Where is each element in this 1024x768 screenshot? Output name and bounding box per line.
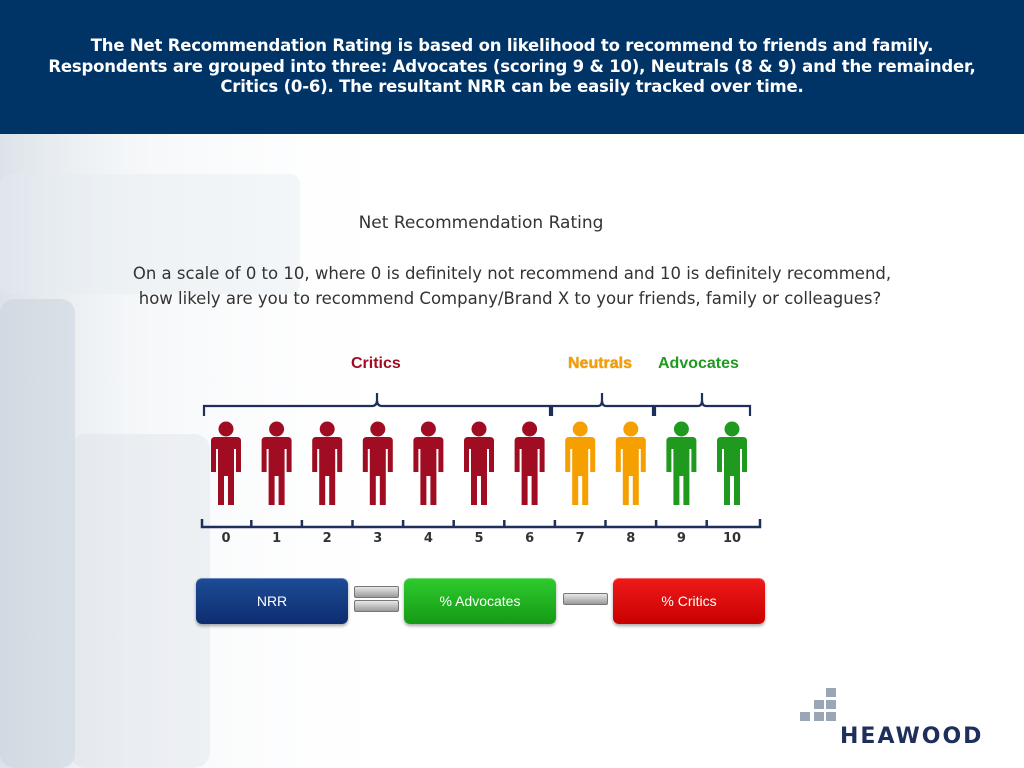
person-icon-critic (515, 422, 545, 506)
header-line-2: Respondents are grouped into three: Advocates (scoring 9 & 10), Neutrals (8 & 9) and the remainder, (48, 56, 976, 76)
person-icon-critic (464, 422, 494, 506)
scale-label: 0 (221, 531, 231, 546)
person-icon-critic (262, 422, 292, 506)
advocates-label: Advocates (658, 355, 739, 372)
neutrals-brace (552, 393, 653, 416)
scale-label: 10 (722, 531, 742, 546)
person-icon-neutral (616, 422, 646, 506)
advocates-brace (655, 393, 750, 416)
scale-label: 9 (676, 531, 686, 546)
scale-label: 1 (272, 531, 282, 546)
neutrals-label: Neutrals (568, 355, 633, 372)
scale-label: 5 (474, 531, 484, 546)
scale-label: 7 (575, 531, 585, 546)
person-icon-neutral (565, 422, 595, 506)
scale-label: 3 (373, 531, 383, 546)
diagram-title: Net Recommendation Rating (358, 213, 604, 233)
minus-sign (563, 593, 608, 605)
person-icon-advocate (666, 422, 696, 506)
scale-axis (202, 519, 760, 527)
scale-label: 2 (322, 531, 332, 546)
header-line-1: The Net Recommendation Rating is based on likelihood to recommend to friends and family. (90, 36, 934, 55)
equals-sign-bottom (354, 600, 399, 612)
person-icon-critic (363, 422, 393, 506)
person-icon-critic (413, 422, 443, 506)
scale-label: 4 (423, 531, 433, 546)
heawood-logo-text: HEAWOOD (840, 724, 984, 749)
scale-label: 8 (626, 531, 636, 546)
equals-sign-top (354, 586, 399, 598)
question-line-2: how likely are you to recommend Company/Brand X to your friends, family or colleagues? (138, 289, 882, 308)
critics-label: Critics (351, 355, 401, 372)
advocates-box: % Advocates (404, 578, 556, 624)
question-line-1: On a scale of 0 to 10, where 0 is definitely not recommend and 10 is definitely recommend, (132, 264, 892, 283)
person-icon-critic (211, 422, 241, 506)
nrr-box: NRR (196, 578, 348, 624)
person-icon-advocate (717, 422, 747, 506)
person-icon-critic (312, 422, 342, 506)
header-line-3: Critics (0-6). The resultant NRR can be easily tracked over time. (220, 77, 804, 96)
critics-box: % Critics (613, 578, 765, 624)
heawood-logo-icon (798, 688, 838, 724)
person-icons (211, 422, 747, 506)
critics-brace (204, 393, 550, 416)
scale-label: 6 (525, 531, 535, 546)
